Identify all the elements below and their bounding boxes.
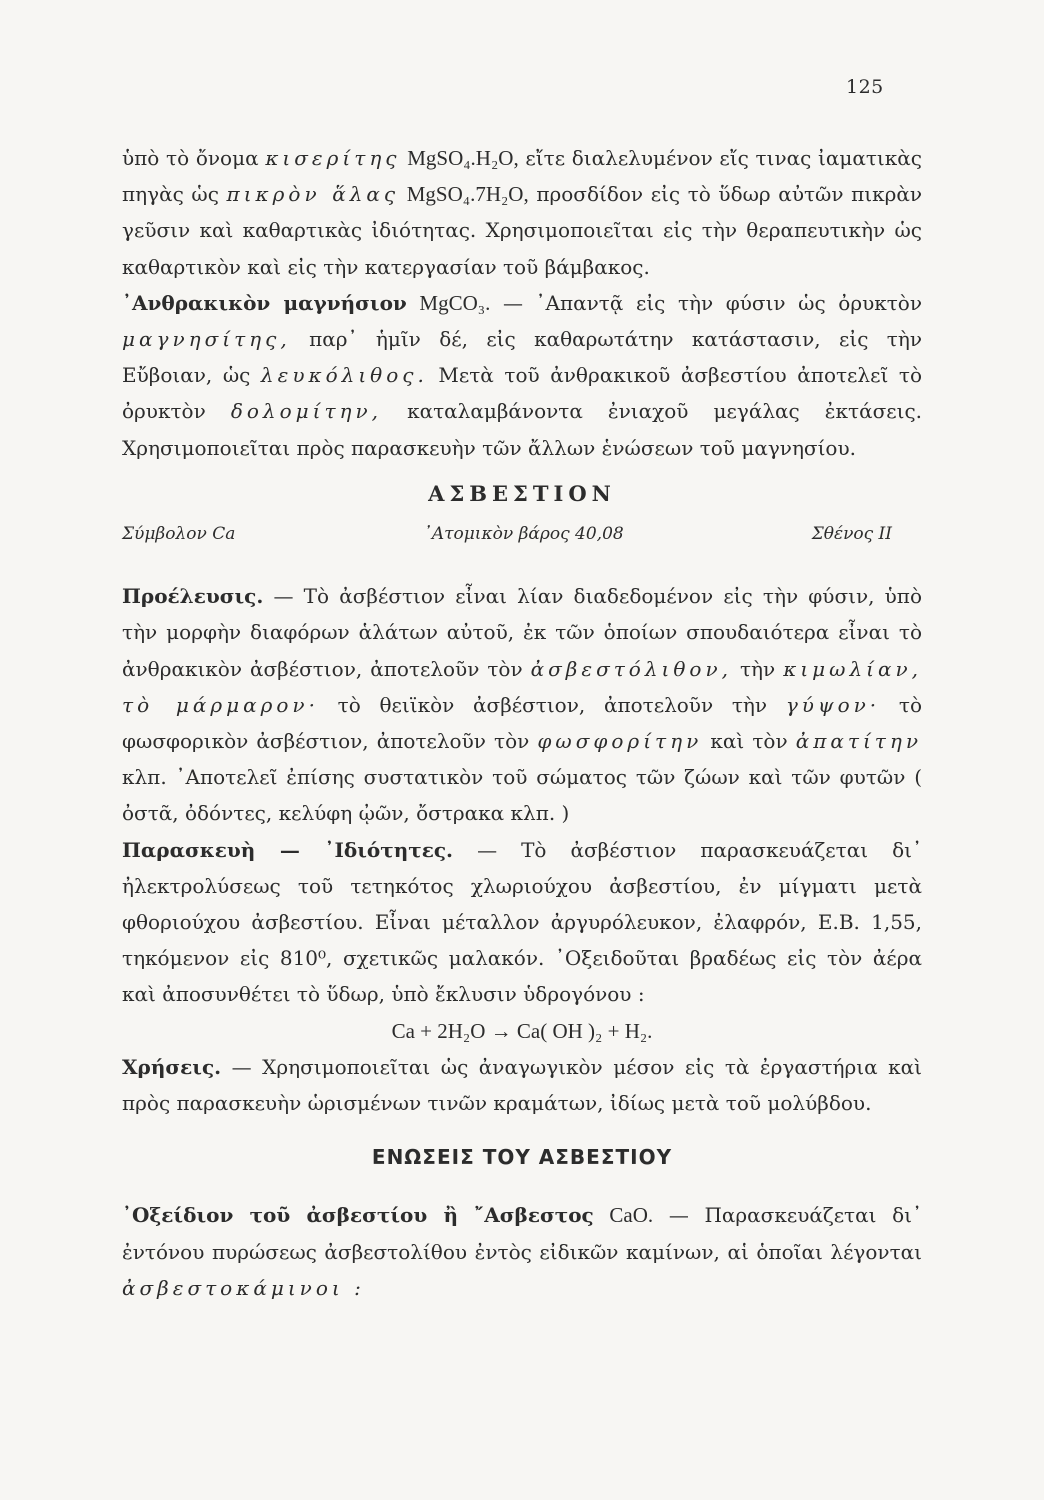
- spaced-term: ἀπατίτην: [795, 729, 923, 754]
- spaced-term: λευκόλιθος.: [260, 363, 428, 388]
- magnesium-carbonate-paragraph: [122, 285, 922, 466]
- paragraph-heading: Προέλευσις.: [122, 584, 264, 609]
- compounds-title: ΕΝΩΣΕΙΣ ΤΟΥ ΑΣΒΕΣΤΙΟΥ: [371, 1145, 673, 1170]
- text-run: — Τὸ ἀσβέστιον παρασκευάζεται δι᾿ ἠλεκτρολύσεως τοῦ τετηκότος χλωριούχου ἀσβεστίου, ἐν μίγματι μετὰ φθοριούχου ἀσβεστίου. Εἶναι μέταλλον ἀργυρόλευκον, ἐλαφρόν, Ε.Β. 1,55, τηκόμενον εἰς 810⁰, σχετικῶς μαλακόν. ᾿Οξειδοῦται βραδέως εἰς τὸν ἀέρα καὶ ἀποσυνθέτει τὸ ὕδωρ, ὑπὸ ἔκλυσιν ὑδρογόνου :: [122, 837, 922, 1007]
- preparation-paragraph: [122, 832, 922, 1013]
- spaced-term: δολομίτην,: [230, 399, 383, 424]
- text-run: κλπ. ᾿Αποτελεῖ ἐπίσης συστατικὸν τοῦ σώματος τῶν ζώων καὶ τῶν φυτῶν ( ὀστᾶ, ὀδόντες, κελύφη ᾠῶν, ὄστρακα κλπ. ): [122, 765, 922, 826]
- chemical-formula: MgSO₄.H₂O,: [407, 146, 519, 170]
- paragraph-heading: Παρασκευὴ — ᾿Ιδιότητες.: [122, 837, 454, 862]
- text-run: καταλαμβάνοντα ἐνιαχοῦ μεγάλας ἐκτάσεις. Χρησιμοποιεῖται πρὸς παρασκευὴν τῶν ἄλλων ἑνώσεων τοῦ μαγνησίου.: [122, 399, 923, 460]
- chemical-formula: MgSO₄.7H₂O,: [406, 182, 529, 207]
- text-run: παρ᾿ ἡμῖν δέ, εἰς καθαρωτάτην κατάστασιν, εἰς τὴν Εὔβοιαν, ὡς: [122, 327, 922, 388]
- text-run: — Τὸ ἀσβέστιον εἶναι λίαν διαδεδομένον εἰς τὴν φύσιν, ὑπὸ τὴν μορφὴν διαφόρων ἁλάτων αὐτοῦ, ἐκ τῶν ὁποίων σπουδαιότερα εἶναι τὸ ἀνθρακικὸν ἀσβέστιον, ἀποτελοῦν τὸν: [122, 584, 922, 681]
- atomic-weight: ᾿Ατομικὸν βάρος 40,08: [423, 524, 624, 545]
- intro-paragraph: [122, 140, 922, 285]
- text-run: προσδίδον εἰς τὸ ὕδωρ αὐτῶν πικρὰν γεῦσιν καὶ καθαρτικὰς ἰδιότητας. Χρησιμοποιεῖται εἰς τὴν θεραπευτικὴν ὡς καθαρτικὸν καὶ εἰς τὴν κατεργασίαν τοῦ βάμβακος.: [122, 182, 923, 279]
- chemical-formula: CaO.: [609, 1203, 654, 1228]
- paragraph-heading: ᾿Ανθρακικὸν μαγνήσιον: [122, 290, 407, 315]
- page-body: [122, 140, 922, 1306]
- spaced-term: μαγνησίτης,: [122, 327, 291, 352]
- spaced-term: πικρὸν ἅλας: [226, 182, 400, 207]
- paragraph-heading: ᾿Οξείδιον τοῦ ἀσβεστίου ἢ ῎Ασβεστος: [122, 1203, 594, 1228]
- oxide-paragraph: [122, 1197, 922, 1306]
- origin-paragraph: [122, 578, 922, 831]
- spaced-term: φωσφορίτην: [537, 729, 703, 754]
- uses-paragraph: [122, 1049, 922, 1121]
- spaced-term: ἀσβεστοκάμινοι :: [122, 1275, 365, 1300]
- element-symbol: Σύμβολον Ca: [122, 524, 236, 545]
- text-run: τὸ θειϊκὸν ἀσβέστιον, ἀποτελοῦν τὴν: [337, 692, 768, 717]
- text-run: εἴτε διαλελυμένον εἴς τινας ἰαματικὰς πηγὰς ὡς: [122, 146, 922, 207]
- spaced-term: ἀσβεστόλιθον,: [530, 656, 732, 681]
- spaced-term: κιμωλίαν,: [783, 656, 923, 681]
- text-run: Μετὰ τοῦ ἀνθρακικοῦ ἀσβεστίου ἀποτελεῖ τὸ ὀρυκτὸν: [122, 363, 922, 424]
- text-run: τὴν: [739, 656, 776, 681]
- paragraph-heading: Χρήσεις.: [122, 1054, 222, 1079]
- section-title: ΑΣΒΕΣΤΙΟΝ: [428, 480, 616, 506]
- page-number: 125: [846, 76, 884, 98]
- spaced-term: τὸ μάρμαρον·: [122, 692, 319, 717]
- valence: Σθένος II: [811, 524, 892, 545]
- text-run: καὶ τὸν: [710, 729, 788, 754]
- text-run: — Παρασκευάζεται δι᾿ ἐντόνου πυρώσεως ἀσβεστολίθου ἐντὸς εἰδικῶν καμίνων, αἱ ὁποῖαι λέγονται: [122, 1203, 923, 1264]
- chemical-equation: Ca + 2H₂O → Ca( OH )₂ + H₂.: [391, 1018, 653, 1043]
- text-run: ὑπὸ τὸ ὄνομα: [122, 146, 259, 170]
- text-run: τὸ φωσφορικὸν ἀσβέστιον, ἀποτελοῦν τὸν: [122, 692, 923, 754]
- element-info-line: [122, 516, 892, 552]
- text-run: — ᾿Απαντᾷ εἰς τὴν φύσιν ὡς ὀρυκτὸν: [502, 290, 923, 315]
- spaced-term: κισερίτης: [265, 146, 401, 170]
- text-run: — Χρησιμοποιεῖται ὡς ἀναγωγικὸν μέσον εἰς τὰ ἐργαστήρια καὶ πρὸς παρασκευὴν ὡρισμένων τινῶν κραμάτων, ἰδίως μετὰ τοῦ μολύβδου.: [122, 1054, 922, 1116]
- spaced-term: γύψον·: [785, 692, 881, 717]
- chemical-formula: MgCO₃.: [419, 290, 491, 315]
